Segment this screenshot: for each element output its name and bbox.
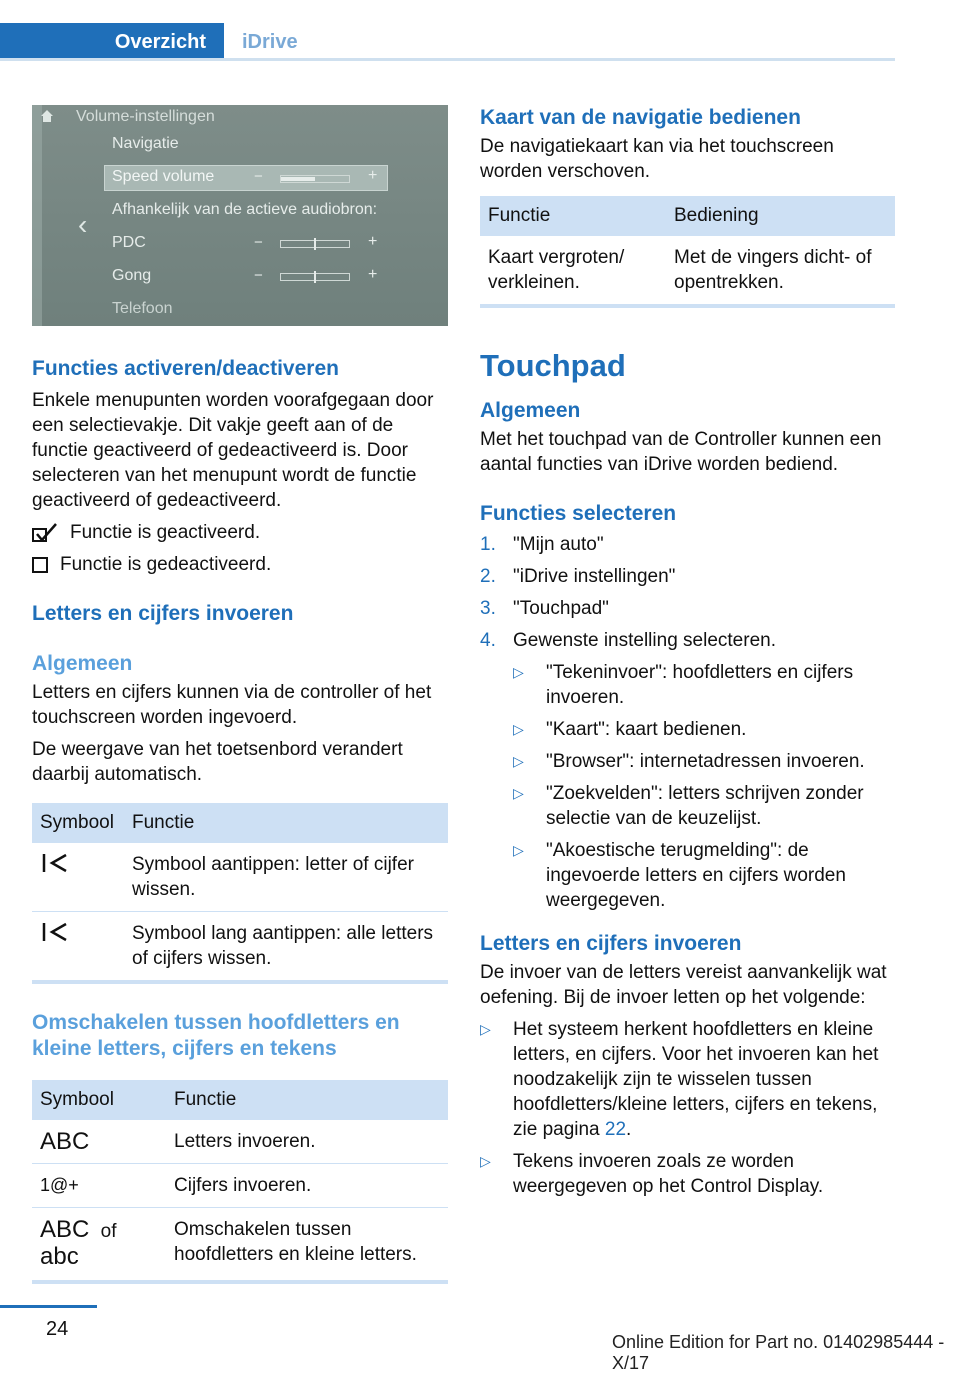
notes-list <box>480 1017 895 1199</box>
note2-text: Tekens invoeren zoals ze worden weergegeven op het Control Display. <box>513 1151 824 1197</box>
table3-header-function: Functie <box>480 196 666 236</box>
list-item <box>480 1149 895 1199</box>
delete-icon <box>32 912 124 983</box>
pdc-slider <box>280 240 350 248</box>
table3-header-operation: Bediening <box>666 196 895 236</box>
heading-switch: Omschakelen tussen hoofdletters en kleine letters, cijfers en tekens <box>32 1011 400 1060</box>
back-chevron-icon: ‹ <box>78 209 88 240</box>
list-item: ▷ "Tekeninvoer": hoofdletters en cijfers invoeren. <box>513 662 854 708</box>
sub-items-list <box>513 660 895 913</box>
list-item: ▷ "Browser": internetadressen invoeren. <box>513 751 865 772</box>
check-off-row <box>32 549 448 581</box>
list-item: 2. "iDrive instellingen" <box>480 566 676 587</box>
list-item: 3. "Touchpad" <box>480 598 609 619</box>
header-divider <box>0 58 895 61</box>
list-item: ▷ Het systeem herkent hoofdletters en kleine letters, en cijfers. Voor het invoeren kan het noodzakelijk zijn te wisselen tussen hoofdletters/kleine letters, cijfers en tekens, zie pagina 22. <box>480 1019 879 1140</box>
plus-sign: + <box>368 266 378 283</box>
check-off-label: Functie is gedeactiveerd. <box>60 554 272 575</box>
heading-general-right: Algemeen <box>480 399 581 422</box>
screen-title: Volume-instellingen <box>76 108 215 125</box>
heading-enter: Letters en cijfers invoeren <box>480 932 742 955</box>
paragraph-enter: De invoer van de letters vereist aanvankelijk wat oefening. Bij de invoer letten op het volgende: <box>480 962 887 1008</box>
case-switch-symbol <box>32 1208 166 1283</box>
heading-map: Kaart van de navigatie bedienen <box>480 106 801 129</box>
screen-row-gong: Gong <box>112 267 152 284</box>
heading-select: Functies selecteren <box>480 502 677 525</box>
list-item: 1. "Mijn auto" <box>480 534 604 555</box>
triangle-bullet-icon: ▷ <box>513 664 524 680</box>
note1-text: Het systeem herkent hoofdletters en kleine letters, en cijfers. Voor het invoeren kan het noodzakelijk zijn te wisselen tussen hoofdletters/kleine letters, cijfers en tekens, zie pagina <box>513 1019 879 1140</box>
screen-row-audiobron: Afhankelijk van de actieve audiobron: <box>112 201 378 218</box>
symbol-table-2 <box>32 1080 448 1284</box>
of-word: of <box>100 1221 117 1242</box>
table-row <box>32 1120 448 1164</box>
table1-header-symbol: Symbool <box>32 803 124 843</box>
table1-function: Symbool lang aantippen: alle letters of cijfers wissen. <box>124 912 448 983</box>
triangle-bullet-icon: ▷ <box>513 753 524 769</box>
triangle-bullet-icon: ▷ <box>513 842 524 858</box>
triangle-bullet-icon: ▷ <box>513 721 524 737</box>
plus-sign: + <box>368 167 378 184</box>
heading-letters: Letters en cijfers invoeren <box>32 602 294 625</box>
numbers-symbol: 1@+ <box>32 1164 166 1208</box>
lower-abc: abc <box>40 1243 79 1270</box>
table3-function: Kaart vergroten/ verkleinen. <box>480 236 666 306</box>
volume-settings-screenshot <box>32 105 448 326</box>
upper-abc: ABC <box>40 1216 90 1243</box>
minus-sign: − <box>254 234 263 251</box>
check-on-row <box>32 517 448 549</box>
page-number: 24 <box>46 1318 69 1340</box>
table2-header-function: Functie <box>166 1080 448 1120</box>
page-link[interactable]: 22 <box>604 1119 627 1140</box>
abc-symbol: ABC <box>32 1120 166 1164</box>
tab-idrive[interactable]: iDrive <box>242 30 298 53</box>
minus-sign: − <box>254 267 263 284</box>
screen-edge-strip <box>32 105 42 326</box>
checkbox-checked-icon <box>32 523 58 543</box>
screen-row-telefoon: Telefoon <box>112 300 173 317</box>
checkbox-empty-icon <box>32 557 48 573</box>
paragraph-functions: Enkele menupunten worden voorafgegaan door een selectievakje. Dit vakje geeft aan of de functie geactiveerd of gedeactiveerd is. Door selecteren van het menupunt wordt de functie geactiveerd of gedeactiveerd. <box>32 390 434 511</box>
minus-sign: − <box>254 168 263 185</box>
paragraph-map: De navigatiekaart kan via het touchscreen worden verschoven. <box>480 136 834 182</box>
delete-icon <box>32 843 124 912</box>
paragraph-general-1: Letters en cijfers kunnen via de controller of het touchscreen worden ingevoerd. <box>32 682 432 728</box>
triangle-bullet-icon: ▷ <box>480 1153 491 1169</box>
list-item: ▷ "Akoestische terugmelding": de ingevoerde letters en cijfers worden weergegeven. <box>513 840 846 911</box>
edition-label: Online Edition for Part no. 01402985444 - X/17 <box>612 1332 945 1373</box>
table-row <box>32 912 448 983</box>
speed-volume-slider <box>280 175 350 183</box>
map-table <box>480 196 895 308</box>
table-row <box>32 1208 448 1283</box>
heading-touchpad: Touchpad <box>480 348 626 383</box>
table3-operation: Met de vingers dicht- of opentrekken. <box>666 236 895 306</box>
table2-header-symbol: Symbool <box>32 1080 166 1120</box>
header-tabs <box>0 0 960 62</box>
screen-row-pdc: PDC <box>112 234 146 251</box>
steps-list <box>480 532 895 653</box>
heading-functions: Functies activeren/deactiveren <box>32 357 339 380</box>
paragraph-touchpad: Met het touchpad van de Controller kunnen een aantal functies van iDrive worden bediend. <box>480 429 882 475</box>
table-row <box>480 236 895 306</box>
check-on-label: Functie is geactiveerd. <box>70 522 261 543</box>
paragraph-general-2: De weergave van het toetsenbord verandert daarbij automatisch. <box>32 739 403 785</box>
table2-function: Omschakelen tussen hoofdletters en kleine letters. <box>166 1208 448 1283</box>
table-row <box>32 843 448 912</box>
heading-general-left: Algemeen <box>32 652 133 675</box>
plus-sign: + <box>368 233 378 250</box>
table1-header-function: Functie <box>124 803 448 843</box>
list-item: 4. Gewenste instelling selecteren. <box>480 630 776 651</box>
table2-function: Letters invoeren. <box>166 1120 448 1164</box>
table1-function: Symbool aantippen: letter of cijfer wissen. <box>124 843 448 912</box>
triangle-bullet-icon: ▷ <box>480 1021 491 1037</box>
left-column <box>32 105 448 1284</box>
list-item: ▷ "Kaart": kaart bedienen. <box>513 719 747 740</box>
home-icon <box>40 109 54 123</box>
triangle-bullet-icon: ▷ <box>513 785 524 801</box>
gong-slider <box>280 273 350 281</box>
screen-row-navigatie: Navigatie <box>112 135 179 152</box>
screen-row-speed-volume: Speed volume <box>112 168 215 185</box>
right-column <box>480 105 895 1206</box>
footer-divider <box>0 1305 97 1308</box>
table-row <box>32 1164 448 1208</box>
table2-function: Cijfers invoeren. <box>166 1164 448 1208</box>
tab-overzicht[interactable]: Overzicht <box>0 23 224 61</box>
symbol-table-1 <box>32 803 448 984</box>
list-item: ▷ "Zoekvelden": letters schrijven zonder selectie van de keuzelijst. <box>513 783 864 829</box>
